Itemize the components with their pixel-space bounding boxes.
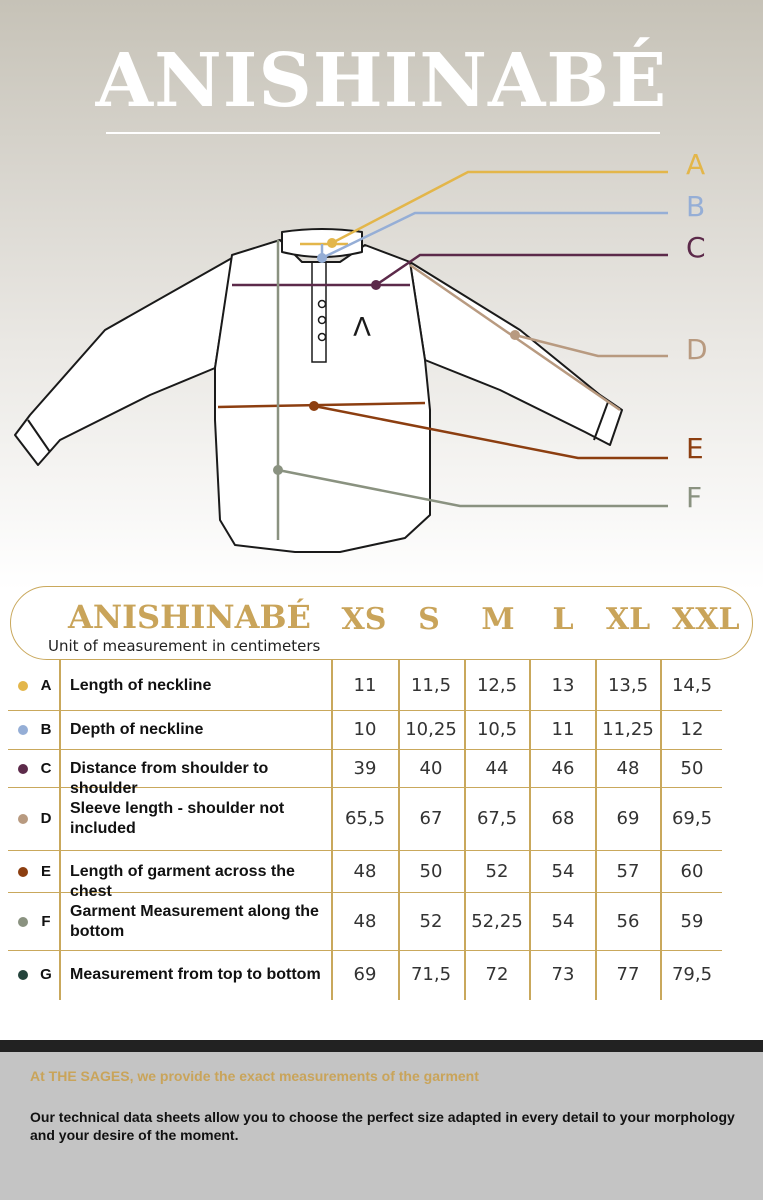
table-cell: 12,5 xyxy=(476,675,518,696)
table-cell: 57 xyxy=(616,860,640,882)
row-code: G xyxy=(40,965,52,983)
row-color-dot xyxy=(18,764,28,774)
table-cell: 71,5 xyxy=(410,963,452,985)
table-cell: 52,25 xyxy=(471,910,523,932)
table-cell: 59 xyxy=(680,910,704,932)
table-cell: 54 xyxy=(551,910,575,932)
table-cell: 72 xyxy=(485,963,509,985)
row-code: D xyxy=(40,810,52,827)
unit-note: Unit of measurement in centimeters xyxy=(48,637,321,655)
row-divider xyxy=(8,950,722,951)
diagram-letter-c: C xyxy=(686,231,706,264)
size-header-l: L xyxy=(552,602,574,637)
table-cell: 56 xyxy=(616,910,640,932)
table-cell: 13 xyxy=(551,675,575,696)
row-color-dot xyxy=(18,867,28,877)
table-cell: 60 xyxy=(680,860,704,882)
diagram-letter-b: B xyxy=(686,190,706,223)
row-code: F xyxy=(41,912,51,930)
size-header-xl: XL xyxy=(605,602,651,637)
footer-heading: At THE SAGES, we provide the exact measurements of the garment xyxy=(30,1068,479,1084)
table-cell: 79,5 xyxy=(671,963,713,985)
row-code: E xyxy=(40,862,51,880)
table-cell: 48 xyxy=(353,860,377,882)
diagram-letter-f: F xyxy=(686,481,703,514)
column-divider xyxy=(331,660,333,1000)
row-label: Distance from shoulder to shoulder xyxy=(70,759,269,797)
marker-dot-b xyxy=(317,253,327,263)
marker-dot-e xyxy=(309,401,319,411)
column-divider xyxy=(398,660,400,1000)
table-cell: 67,5 xyxy=(476,808,518,829)
table-cell: 67 xyxy=(419,808,443,829)
table-cell: 39 xyxy=(353,757,377,779)
shirt-body xyxy=(215,240,430,552)
row-divider xyxy=(8,710,722,711)
table-cell: 46 xyxy=(551,757,575,779)
column-divider xyxy=(660,660,662,1000)
diagram-letter-d: D xyxy=(686,333,708,366)
table-cell: 69,5 xyxy=(671,808,713,829)
logo-glyph: Λ xyxy=(353,313,371,343)
row-color-dot xyxy=(18,681,28,691)
row-divider xyxy=(8,850,722,851)
marker-dot-d xyxy=(510,330,520,340)
table-cell: 10,25 xyxy=(405,719,457,740)
column-divider xyxy=(59,660,61,1000)
leader-line-a xyxy=(332,172,668,243)
table-cell: 48 xyxy=(353,910,377,932)
table-cell: 73 xyxy=(551,963,575,985)
table-cell: 14,5 xyxy=(671,675,713,696)
column-divider xyxy=(595,660,597,1000)
table-cell: 11 xyxy=(551,719,575,740)
table-cell: 65,5 xyxy=(344,808,386,829)
column-divider xyxy=(529,660,531,1000)
size-header-xxl: XXL xyxy=(672,602,740,637)
size-header-s: S xyxy=(418,602,440,637)
marker-dot-c xyxy=(371,280,381,290)
table-cell: 11 xyxy=(353,675,377,696)
table-cell: 50 xyxy=(680,757,704,779)
brand-title: ANISHINABÉ xyxy=(95,38,668,124)
button xyxy=(319,317,326,324)
row-label: Length of garment across the chest xyxy=(70,862,295,900)
column-divider xyxy=(464,660,466,1000)
shirt-diagram xyxy=(0,0,763,590)
table-cell: 10,5 xyxy=(476,719,518,740)
table-cell: 10 xyxy=(353,719,377,740)
row-color-dot xyxy=(18,725,28,735)
table-title: ANISHINABÉ xyxy=(68,598,311,636)
diagram-letter-e: E xyxy=(686,432,704,465)
footer-divider xyxy=(0,1040,763,1052)
row-label: Sleeve length - shoulder not included xyxy=(70,800,285,837)
table-cell: 50 xyxy=(419,860,443,882)
table-cell: 44 xyxy=(485,757,509,779)
row-code: A xyxy=(40,677,52,694)
size-header-xs: XS xyxy=(341,602,387,637)
table-cell: 11,25 xyxy=(602,719,654,740)
row-code: C xyxy=(40,759,52,777)
left-sleeve xyxy=(15,258,232,465)
button xyxy=(319,301,326,308)
button xyxy=(319,334,326,341)
table-cell: 40 xyxy=(419,757,443,779)
table-cell: 69 xyxy=(616,808,640,829)
table-cell: 68 xyxy=(551,808,575,829)
row-divider xyxy=(8,749,722,750)
footer-body: Our technical data sheets allow you to choose the perfect size adapted in every detail to your morphology and your desire of the moment. xyxy=(30,1109,735,1143)
size-header-m: M xyxy=(481,602,515,637)
table-cell: 48 xyxy=(616,757,640,779)
row-label: Length of neckline xyxy=(70,677,212,694)
table-cell: 69 xyxy=(353,963,377,985)
table-cell: 54 xyxy=(551,860,575,882)
row-label: Garment Measurement along the bottom xyxy=(70,902,319,940)
table-cell: 12 xyxy=(680,719,704,740)
marker-dot-a xyxy=(327,238,337,248)
table-cell: 52 xyxy=(485,860,509,882)
table-cell: 11,5 xyxy=(410,675,452,696)
row-label: Measurement from top to bottom xyxy=(70,965,321,983)
table-cell: 52 xyxy=(419,910,443,932)
marker-dot-f xyxy=(273,465,283,475)
row-code: B xyxy=(40,721,52,738)
table-cell: 77 xyxy=(616,963,640,985)
diagram-letter-a: A xyxy=(686,148,706,181)
row-color-dot xyxy=(18,814,28,824)
table-cell: 13,5 xyxy=(607,675,649,696)
row-color-dot xyxy=(18,917,28,927)
row-label: Depth of neckline xyxy=(70,721,204,738)
row-color-dot xyxy=(18,970,28,980)
